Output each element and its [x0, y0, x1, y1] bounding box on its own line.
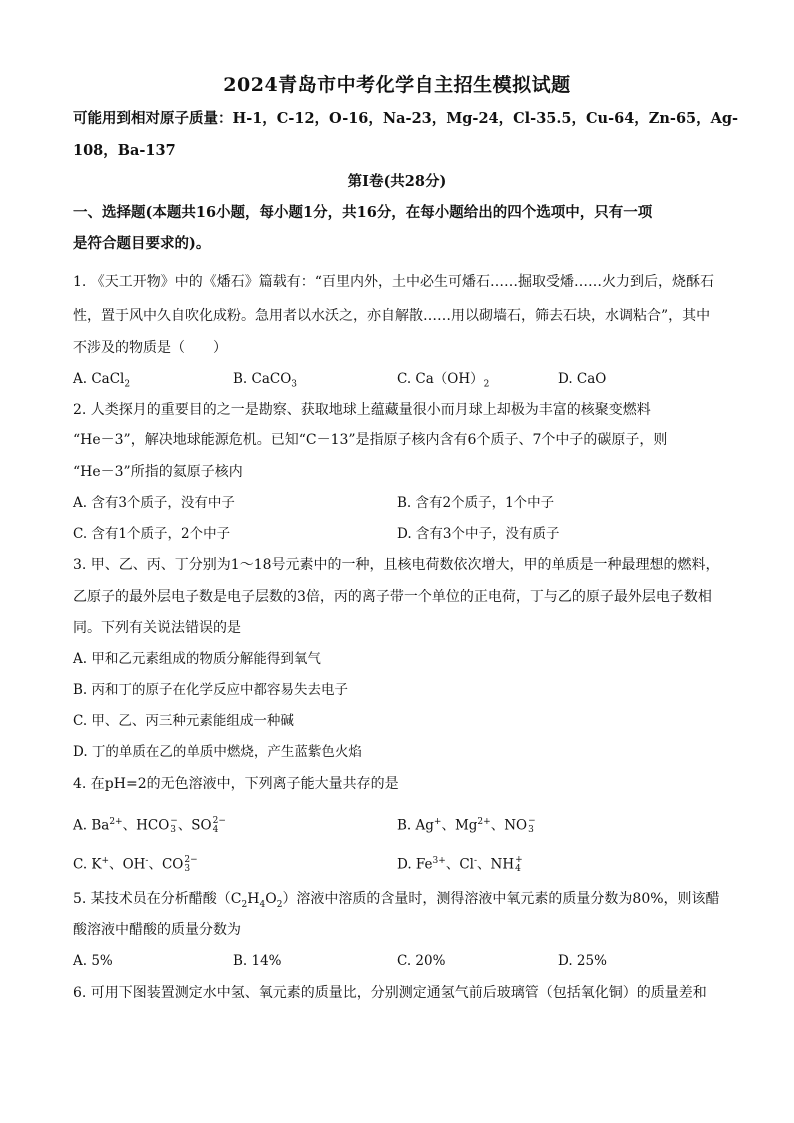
q3-stem-line-1: 3. 甲、乙、丙、丁分别为1～18号元素中的一种，且核电荷数依次增大，甲的单质是一种最理想的燃料， — [73, 557, 720, 573]
q1-option-d[interactable]: D. CaO — [558, 371, 607, 387]
q5-option-c[interactable]: C. 20% — [397, 953, 446, 969]
q5-option-a[interactable]: A. 5% — [73, 953, 113, 969]
q4-option-a[interactable]: A. $Ba^{2+}$、HCO − 3 、SO 2− 4 — [73, 816, 226, 835]
q4-option-d[interactable]: D. $Fe^{3+}$、Cl-、NH + 4 — [397, 855, 523, 874]
page-title: 2024青岛市中考化学自主招生模拟试题 — [223, 74, 571, 96]
q5-option-b[interactable]: B. 14% — [233, 953, 282, 969]
q1-option-a[interactable]: A. CaCl$_2$ — [73, 371, 131, 390]
q6-stem-line-1: 6. 可用下图装置测定水中氢、氧元素的质量比，分别测定通氢气前后玻璃管（包括氧化铜）的质量差和 — [73, 985, 707, 1001]
q5-stem-line-1: 5. 某技术员在分析醋酸$(C_2H_4O_2)$溶液中溶质的含量时，测得溶液中氧元素的质量分数为80%，则该醋 — [73, 891, 720, 910]
q3-option-d[interactable]: D. 丁的单质在乙的单质中燃烧，产生蓝紫色火焰 — [73, 744, 362, 760]
q4-option-b[interactable]: B. Ag+、$Mg^{2+}$、NO − 3 — [397, 816, 536, 835]
q1-option-b[interactable]: B. CaCO$_3$ — [233, 371, 298, 390]
q3-stem-line-3: 同。下列有关说法错误的是 — [73, 620, 241, 636]
q4-stem: 4. 在pH=2的无色溶液中，下列离子能大量共存的是 — [73, 776, 399, 792]
q3-option-a[interactable]: A. 甲和乙元素组成的物质分解能得到氧气 — [73, 651, 321, 667]
q2-stem-line-2: “He－3”，解决地球能源危机。已知“C－13”是指原子核内含有6个质子、7个中子的碳原子，则 — [73, 432, 668, 448]
q1-stem-line-3: 不涉及的物质是（ ） — [73, 340, 227, 356]
q5-stem-line-2: 酸溶液中醋酸的质量分数为 — [73, 922, 241, 938]
q3-option-b[interactable]: B. 丙和丁的原子在化学反应中都容易失去电子 — [73, 682, 349, 698]
q5-option-d[interactable]: D. 25% — [558, 953, 607, 969]
part-one-instruction-1: 一、选择题(本题共16小题，每小题1分，共16分，在每小题给出的四个选项中，只有一项 — [73, 204, 653, 221]
part-one-instruction-2: 是符合题目要求的)。 — [73, 235, 211, 252]
q2-stem-line-1: 2. 人类探月的重要目的之一是勘察、获取地球上蕴藏量很小而月球上却极为丰富的核聚变燃料 — [73, 402, 651, 418]
q2-option-a[interactable]: A. 含有3个质子，没有中子 — [73, 495, 235, 511]
q2-option-d[interactable]: D. 含有3个中子，没有质子 — [397, 526, 560, 542]
section-title: 第Ⅰ卷(共28分) — [347, 173, 447, 190]
q3-stem-line-2: 乙原子的最外层电子数是电子层数的3倍，丙的离子带一个单位的正电荷，丁与乙的原子最外层电子数相 — [73, 589, 712, 605]
q2-option-b[interactable]: B. 含有2个质子，1个中子 — [397, 495, 555, 511]
q3-option-c[interactable]: C. 甲、乙、丙三种元素能组成一种碱 — [73, 713, 294, 729]
atomic-mass-line-2: 108，Ba-137 — [73, 142, 176, 159]
q4-option-c[interactable]: C. K+、OH-、CO 2− 3 — [73, 855, 198, 874]
atomic-mass-line-1: 可能用到相对原子质量：H-1，C-12，O-16，Na-23，Mg-24，Cl-35.5，Cu-64，Zn-65，Ag- — [73, 110, 739, 127]
q2-stem-line-3: “He－3”所指的氦原子核内 — [73, 464, 243, 480]
q2-option-c[interactable]: C. 含有1个质子，2个中子 — [73, 526, 231, 542]
q1-stem-line-2: 性，置于风中久自吹化成粉。急用者以水沃之，亦自解散……用以砌墙石，筛去石块，水调粘合”，其中 — [73, 308, 711, 324]
q1-option-c[interactable]: C. $Ca(OH)_2$ — [397, 371, 490, 390]
q1-stem-line-1: 1. 《天工开物》中的《燔石》篇载有：“百里内外，土中必生可燔石……掘取受燔……火力到后，烧酥石 — [73, 274, 714, 290]
